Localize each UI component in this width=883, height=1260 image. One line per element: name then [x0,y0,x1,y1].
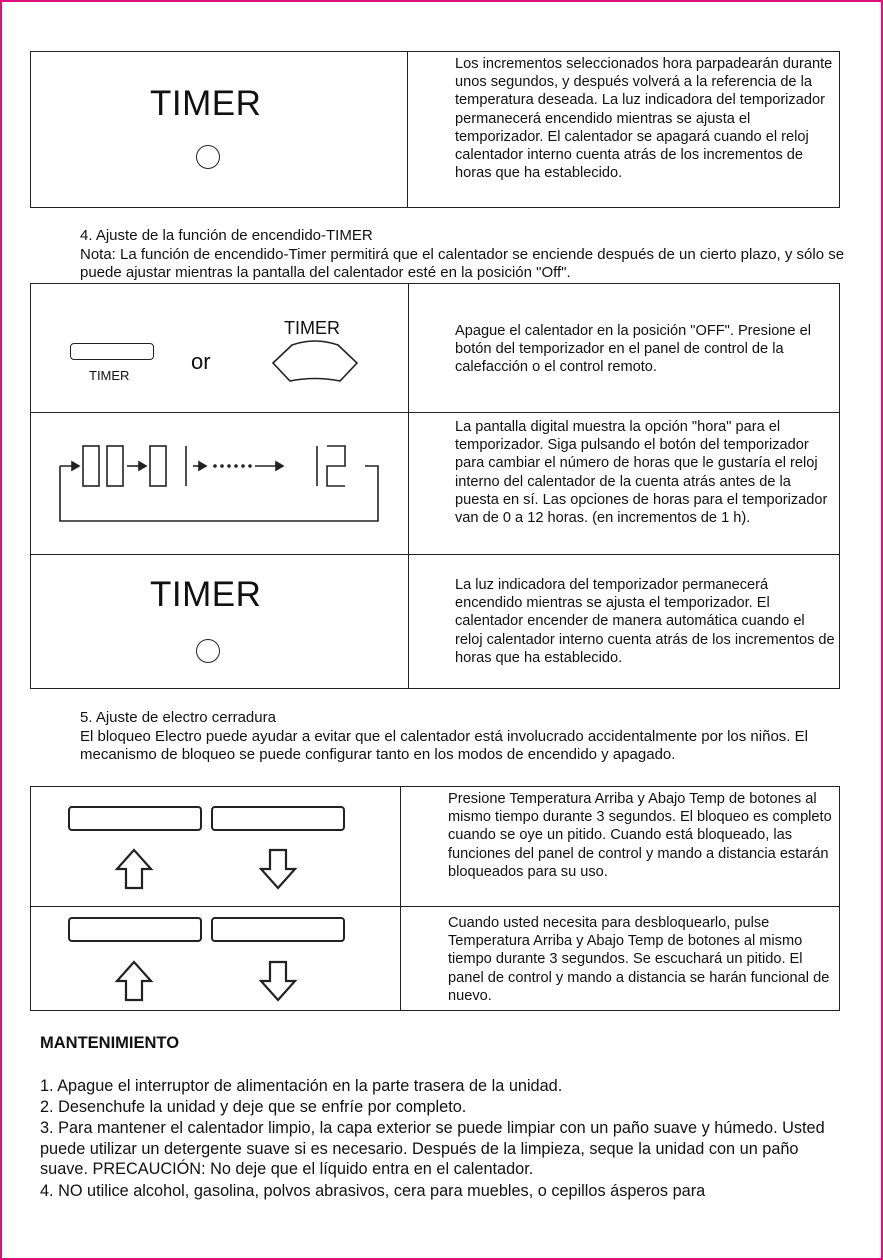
table-divider [400,786,401,1011]
up-arrow-icon [114,848,154,890]
temp-up-button-icon [68,917,202,942]
timer-description: Los incrementos seleccionados hora parpadearán durante unos segundos, y después volverá a la referencia de la temperatura deseada. La luz indicadora del temporizador permanecerá encendido mientras se ajusta el temporizador. El calentador se apagará cuando el reloj calentador interno cuenta atrás de los incrementos de horas que ha establecido. [455,56,833,182]
unlock-description: Cuando usted necesita para desbloquearlo, pulse Temperatura Arriba y Abajo Temp de botones al mismo tiempo durante 3 segundos. Se escuchará un pitido. El panel de control y mando a distancia se harán funcional de nuevo. [448,915,830,1004]
remote-timer-button-icon [270,340,360,386]
timer-label: TIMER [150,84,262,123]
step2-description: La pantalla digital muestra la opción "hora" para el temporizador. Siga pulsando el botón del temporizador para cambiar el número de horas que le gustaría el reloj interno del calentador de la cuenta atrás antes de la puesta en sí. Las opciones de horas para el temporizador van de 0 a 12 horas. (en incrementos de 1 h). [455,419,828,527]
maintenance-item: 1. Apague el interruptor de alimentación en la parte trasera de la unidad. [40,1077,563,1095]
table-divider [407,51,408,208]
up-arrow-icon [114,960,154,1002]
step1-description: Apague el calentador en la posición "OFF". Presione el botón del temporizador en el panel de control de la calefacción o el control remoto. [455,323,811,376]
remote-timer-label: TIMER [284,318,340,338]
down-arrow-icon [258,960,298,1002]
maintenance-title: MANTENIMIENTO [40,1034,180,1052]
section-4-heading: 4. Ajuste de la función de encendido-TIMER [80,227,373,244]
digit-display-diagram [55,436,385,526]
or-label: or [191,349,211,374]
step3-description: La luz indicadora del temporizador permanecerá encendido mientras se ajusta el temporizador. El calentador encender de manera automática cuando el reloj calentador interno cuenta atrás de los incrementos de horas que ha establecido. [455,577,835,666]
section-5-heading: 5. Ajuste de electro cerradura [80,709,276,726]
row-divider [30,412,840,413]
section-5-body: El bloqueo Electro puede ayudar a evitar que el calentador está involucrado accidentalmente por los niños. El mecanismo de bloqueo se puede configurar tanto en los modos de encendido y apagado. [80,728,808,764]
timer-label: TIMER [150,575,262,614]
maintenance-item: 4. NO utilice alcohol, gasolina, polvos abrasivos, cera para muebles, o cepillos ásperos para [40,1182,706,1200]
row-divider [30,906,840,907]
temp-down-button-icon [211,806,345,831]
section-4-note: Nota: La función de encendido-Timer permitirá que el calentador se enciende después de un cierto plazo, y sólo se puede ajustar mientras la pantalla del calentador esté en la posición "Off". [80,246,845,282]
timer-button-icon [70,343,154,360]
temp-up-button-icon [68,806,202,831]
indicator-light-icon [196,639,220,663]
table-divider [408,283,409,689]
temp-down-button-icon [211,917,345,942]
maintenance-item: 2. Desenchufe la unidad y deje que se enfríe por completo. [40,1098,467,1116]
maintenance-item: 3. Para mantener el calentador limpio, la capa exterior se puede limpiar con un paño suave y húmedo. Usted puede utilizar un detergente suave si es necesario. Después de la limpieza, seque la unidad con un paño suave. PRECAUCIÓN: No deje que el líquido entra en el calentador. [40,1119,825,1179]
lock-description: Presione Temperatura Arriba y Abajo Temp de botones al mismo tiempo durante 3 segundos. El bloqueo es completo cuando se oye un pitido. Cuando está bloqueado, las funciones del panel de control y mando a distancia estarán bloqueados para su uso. [448,791,832,880]
down-arrow-icon [258,848,298,890]
indicator-light-icon [196,145,220,169]
row-divider [30,554,840,555]
timer-button-caption: TIMER [89,368,130,383]
